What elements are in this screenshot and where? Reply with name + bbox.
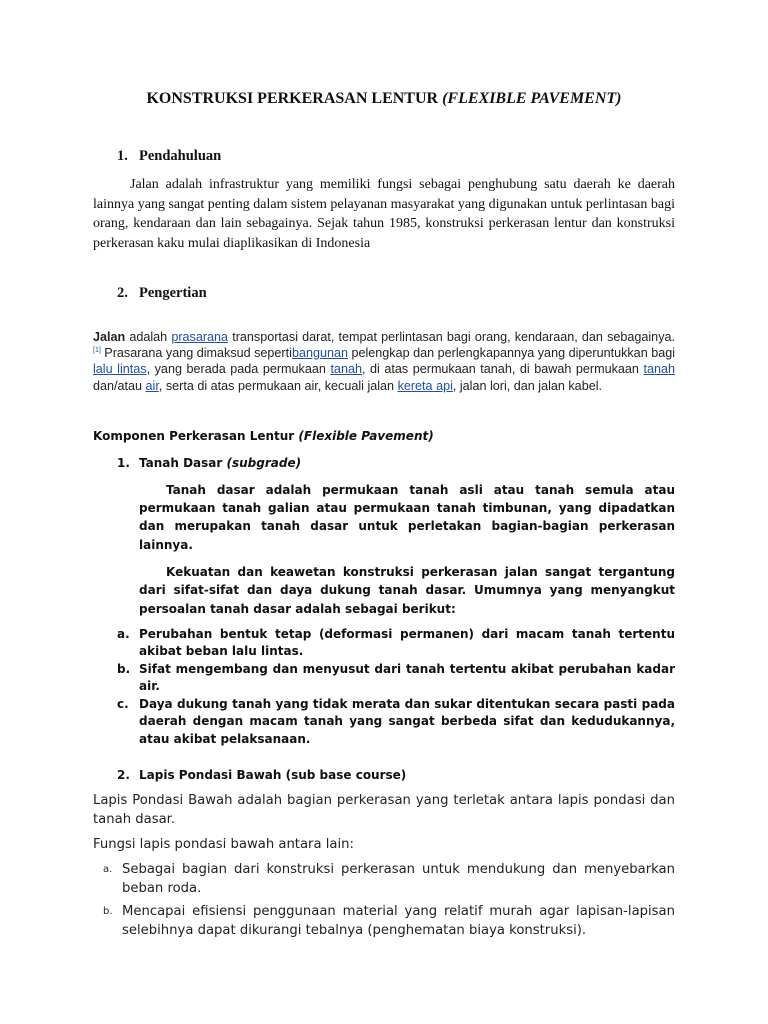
- link-tanah[interactable]: tanah: [330, 362, 362, 377]
- text: adalah: [125, 330, 172, 344]
- heading-italic: (Flexible Pavement): [298, 428, 434, 443]
- section-heading-pendahuluan: Pendahuluan: [139, 148, 222, 164]
- citation-link[interactable]: [1]: [93, 347, 101, 355]
- link-lalu-lintas[interactable]: lalu lintas: [93, 362, 147, 377]
- text: , jalan lori, dan jalan kabel.: [452, 378, 602, 393]
- paragraph-fungsi: Fungsi lapis pondasi bawah antara lain:: [93, 837, 354, 853]
- heading-komponen: [93, 427, 768, 445]
- list-text: Sebagai bagian dari konstruksi perkerasan untuk mendukung dan menyebarkan beban roda.: [122, 862, 675, 897]
- text: , serta di atas permukaan air, kecuali jalan: [158, 378, 398, 393]
- subsection-heading-row: [117, 766, 768, 784]
- list-item: [117, 696, 675, 749]
- bold-term: Jalan: [93, 330, 126, 344]
- section-heading-pengertian: Pengertian: [139, 285, 207, 301]
- section-number: 2.: [117, 285, 128, 301]
- paragraph-tanah-dasar-2: Kekuatan dan keawetan konstruksi perkerasan jalan sangat tergantung dari sifat-sifat dan daya dukung tanah dasar. Umumnya yang menyangkut persoalan tanah dasar adalah sebagai berikut:: [139, 565, 675, 616]
- text: transportasi darat, tempat perlintasan bagi orang, kendaraan, dan sebagainya.: [228, 330, 675, 344]
- subsection-number: 2.: [117, 768, 130, 783]
- paragraph-lapis-pondasi: Lapis Pondasi Bawah adalah bagian perkerasan yang terletak antara lapis pondasi dan tanah dasar.: [93, 793, 675, 828]
- list-item: [117, 661, 675, 696]
- subsection-heading-lapis-pondasi-bawah: Lapis Pondasi Bawah (sub base course): [139, 768, 407, 783]
- text: pelengkap dan perlengkapannya yang diperuntukkan bagi: [347, 346, 676, 361]
- link-bangunan[interactable]: bangunan: [291, 346, 348, 361]
- link-kereta-api[interactable]: kereta api: [397, 378, 453, 393]
- subsection-heading-tanah-dasar: [139, 454, 301, 472]
- heading-text: Tanah Dasar: [139, 455, 227, 470]
- paragraph-pengertian: [93, 329, 675, 394]
- list-item: [117, 626, 675, 661]
- subsection-number: 1.: [117, 455, 130, 470]
- text: , di atas permukaan tanah, di bawah permukaan: [361, 362, 644, 377]
- list-marker: c.: [117, 696, 129, 711]
- list-text: Mencapai efisiensi penggunaan material yang relatif murah agar lapisan-lapisan selebihnya dapat dikurangi tebalnya (penghematan biaya konstruksi).: [122, 904, 675, 939]
- list-item: [103, 902, 675, 940]
- paragraph-tanah-dasar-1: Tanah dasar adalah permukaan tanah asli atau tanah semula atau permukaan tanah galian atau permukaan tanah timbunan, yang dipadatkan dan merupakan tanah dasar untuk perletakan bagian-bagian perkerasan lainnya.: [139, 482, 675, 552]
- section-heading-row: [117, 146, 768, 166]
- link-prasarana[interactable]: prasarana: [171, 330, 229, 344]
- text: dan/atau: [93, 378, 146, 393]
- title-italic: (FLEXIBLE PAVEMENT): [442, 90, 622, 107]
- list-text: Daya dukung tanah yang tidak merata dan sukar ditentukan secara pasti pada daerah dengan macam tanah yang sangat berbeda sifat dan kedudukannya, atau akibat pelaksanaan.: [139, 696, 675, 746]
- list-marker: b.: [117, 661, 131, 676]
- list-text: Sifat mengembang dan menyusut dari tanah tertentu akibat perubahan kadar air.: [139, 661, 675, 694]
- heading-italic: (subgrade): [226, 455, 302, 470]
- paragraph-pendahuluan: Jalan adalah infrastruktur yang memiliki fungsi sebagai penghubung satu daerah ke daerah lainnya yang sangat penting dalam sistem pelayanan masyarakat yang digunakan untuk perlintasan bagi orang, kendaraan dan lain sebagainya. Sejak tahun 1985, konstruksi perkerasan lentur dan konstruksi perkerasan kaku mulai diaplikasikan di Indonesia: [93, 177, 675, 251]
- heading-text: Komponen Perkerasan Lentur: [93, 428, 299, 443]
- text: , yang berada pada permukaan: [146, 362, 331, 377]
- list-marker: a.: [117, 626, 130, 641]
- document-title: [0, 89, 768, 109]
- title-text: KONSTRUKSI PERKERASAN LENTUR: [146, 90, 443, 107]
- list-marker: b.: [103, 906, 113, 918]
- list-marker: a.: [103, 864, 113, 876]
- section-heading-row: [117, 283, 768, 303]
- text: Prasarana yang dimaksud seperti: [100, 346, 292, 361]
- list-text: Perubahan bentuk tetap (deformasi permanen) dari macam tanah tertentu akibat beban lalu lintas.: [139, 626, 675, 659]
- list-item: [103, 860, 675, 898]
- link-tanah[interactable]: tanah: [643, 362, 675, 377]
- section-number: 1.: [117, 148, 128, 164]
- link-air[interactable]: air: [145, 378, 159, 393]
- subsection-heading-row: [117, 454, 768, 472]
